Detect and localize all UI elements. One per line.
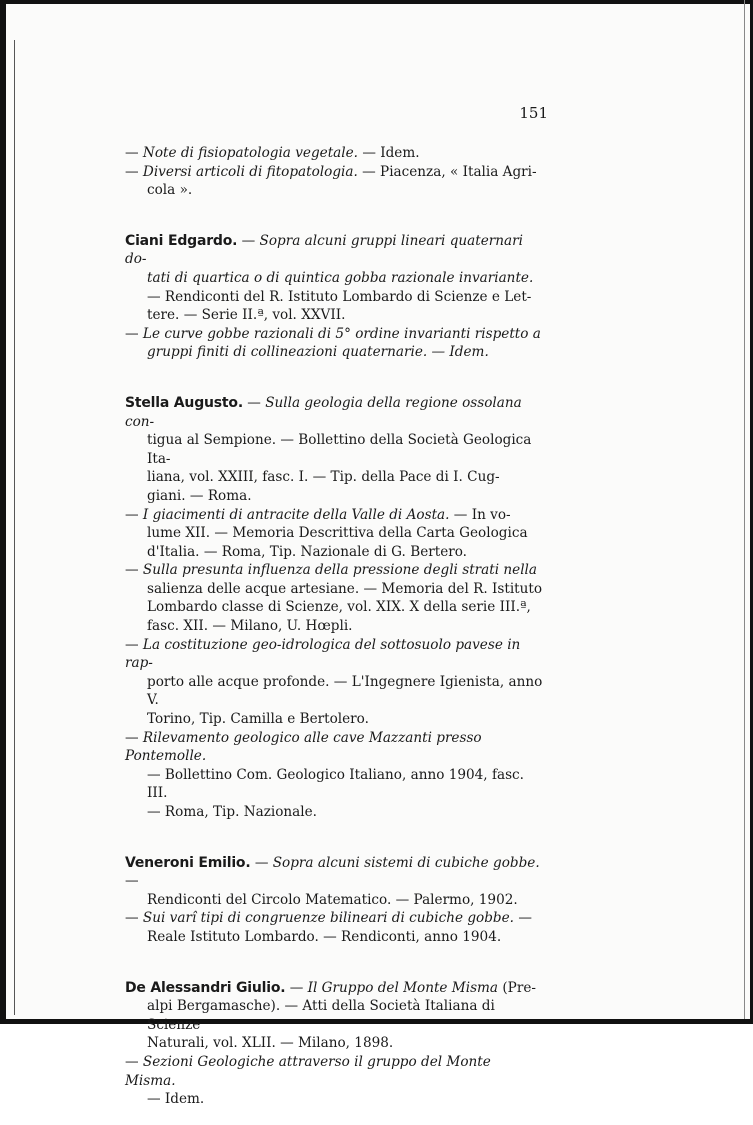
entry-line: — Rendiconti del R. Istituto Lombardo di Scienze e Let- — [147, 288, 532, 305]
scan-border-right-inner — [744, 0, 745, 1024]
entry-line: salienza delle acque artesiane. — Memoria del R. Istituto — [147, 580, 543, 597]
entry-line: Torino, Tip. Camilla e Bertolero. — [147, 711, 369, 728]
entry-line: — Sui varî tipi di congruenze bilineari di cubiche gobbe. — — [125, 910, 532, 927]
author-name: Ciani Edgardo. — [125, 232, 238, 249]
entry-line: — Le curve gobbe razionali di 5° ordine invarianti rispetto a — [125, 325, 541, 342]
entry-line: Ciani Edgardo. — Sopra alcuni gruppi lineari quaternari do- — [125, 232, 528, 268]
author-name: Veneroni Emilio. — [125, 854, 251, 871]
entry-line: Naturali, vol. XLII. — Milano, 1898. — [147, 1035, 394, 1052]
bibliography-entry — [125, 232, 545, 362]
entry-line: — Rilevamento geologico alle cave Mazzanti presso Pontemolle. — [125, 729, 486, 765]
scan-border-left-inner — [14, 40, 15, 1015]
entry-line: gruppi finiti di collineazioni quaternarie. — Idem. — [147, 344, 489, 361]
entry-line: — Sulla presunta influenza della pressione degli strati nella — [125, 562, 537, 579]
entry-line: Reale Istituto Lombardo. — Rendiconti, anno 1904. — [147, 928, 502, 945]
entry-line: Veneroni Emilio. — Sopra alcuni sistemi di cubiche gobbe. — — [125, 854, 544, 890]
entry-line: — Bollettino Com. Geologico Italiano, anno 1904, fasc. III. — [147, 766, 524, 802]
entry-line: liana, vol. XXIII, fasc. I. — Tip. della Pace di I. Cug- — [147, 469, 500, 486]
entry-line: Stella Augusto. — Sulla geologia della regione ossolana con- — [125, 394, 527, 430]
entry-line: alpi Bergamasche). — Atti della Società Italiana di Scienze — [147, 998, 495, 1033]
author-name: Stella Augusto. — [125, 394, 243, 411]
entry-line: — Idem. — [147, 1091, 205, 1108]
bibliography-entry — [125, 394, 545, 822]
entry-line: tati di quartica o di quintica gobba razionale invariante. — [147, 269, 534, 286]
entry-line: tere. — Serie II.ª, vol. XXVII. — [147, 307, 346, 324]
entry-line: — I giacimenti di antracite della Valle di Aosta. — In vo- — [125, 506, 511, 523]
entry-line: Lombardo classe di Scienze, vol. XIX. X della serie III.ª, — [147, 599, 531, 616]
entry-line: Rendiconti del Circolo Matematico. — Palermo, 1902. — [147, 891, 518, 908]
entry-line: — Diversi articoli di fitopatologia. — Piacenza, « Italia Agri- — [125, 163, 537, 180]
entry-line: fasc. XII. — Milano, U. Hœpli. — [147, 618, 353, 635]
bibliography-entry — [125, 854, 545, 947]
entry-line: — Sezioni Geologiche attraverso il gruppo del Monte Misma. — [125, 1053, 496, 1089]
entry-line: tigua al Sempione. — Bollettino della Società Geologica Ita- — [147, 432, 532, 467]
entry-line: giani. — Roma. — [147, 487, 252, 504]
bibliography-entry — [125, 979, 545, 1109]
bibliography-entry — [125, 144, 545, 200]
entry-line: cola ». — [147, 182, 193, 199]
author-name: De Alessandri Giulio. — [125, 979, 286, 996]
entry-line: lume XII. — Memoria Descrittiva della Carta Geologica — [147, 525, 528, 542]
entry-line: d'Italia. — Roma, Tip. Nazionale di G. Bertero. — [147, 543, 468, 560]
scan-border-top — [0, 0, 753, 4]
entry-line: — La costituzione geo-idrologica del sottosuolo pavese in rap- — [125, 636, 525, 672]
entry-line: — Note di fisiopatologia vegetale. — Idem. — [125, 145, 420, 161]
bibliography — [125, 144, 545, 1125]
entry-line: porto alle acque profonde. — L'Ingegnere Igienista, anno V. — [147, 673, 543, 709]
entry-line: — Roma, Tip. Nazionale. — [147, 804, 317, 820]
entry-line: De Alessandri Giulio. — Il Gruppo del Monte Misma (Pre- — [125, 979, 536, 996]
page-number: 151 — [519, 104, 548, 122]
scan-border-left — [0, 0, 6, 1024]
